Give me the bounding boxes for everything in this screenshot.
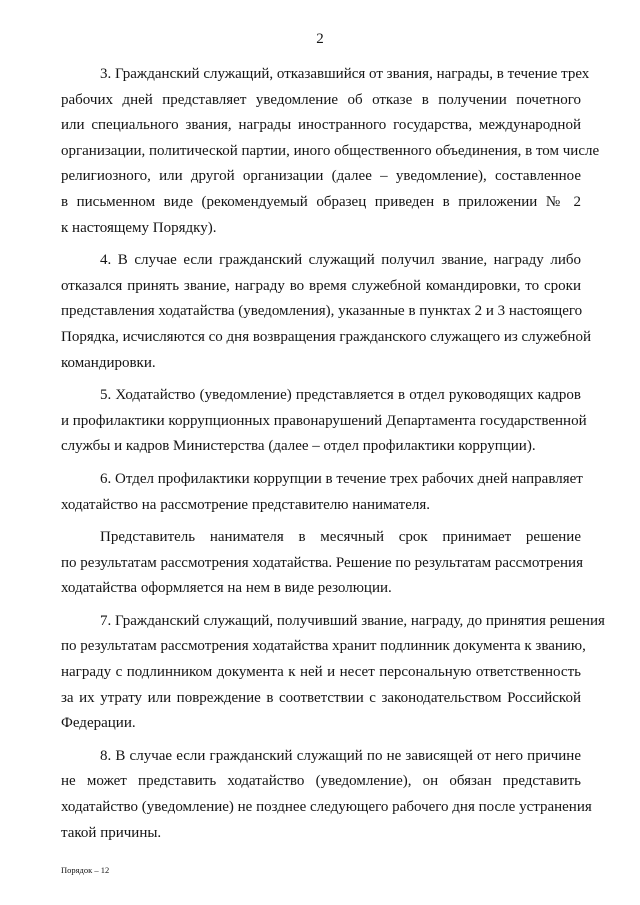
text-line: не может представить ходатайство (уведомление), он обязан представить [61, 773, 581, 790]
paragraph-7 [61, 609, 605, 737]
text-line: командировки. [61, 354, 156, 371]
text-line: Представитель нанимателя в месячный срок принимает решение [100, 529, 581, 546]
text-line: Порядка, исчисляются со дня возвращения гражданского служащего из служебной [61, 328, 591, 345]
text-line: ходатайство на рассмотрение представителю нанимателя. [61, 496, 431, 513]
page-footer: Порядок – 12 [61, 865, 110, 875]
text-line: ходатайства оформляется на нем в виде резолюции. [61, 580, 392, 597]
text-line: религиозного, или другой организации (далее – уведомление), составленное [61, 168, 581, 185]
paragraph-6 [61, 467, 581, 518]
text-line: за их утрату или повреждение в соответствии с законодательством Российской [61, 689, 581, 706]
paragraph-5 [61, 383, 587, 460]
document-body [61, 62, 605, 853]
text-line: организации, политической партии, иного общественного объединения, в том числе [61, 142, 600, 159]
text-line: такой причины. [61, 824, 162, 841]
text-line: службы и кадров Министерства (далее – отдел профилактики коррупции). [61, 438, 536, 455]
text-line: 7. Гражданский служащий, получивший звание, награду, до принятия решения [100, 612, 605, 629]
text-line: в письменном виде (рекомендуемый образец приведен в приложении № 2 [61, 193, 581, 210]
text-line: к настоящему Порядку). [61, 219, 217, 236]
text-line: по результатам рассмотрения ходатайства хранит подлинник документа к званию, [61, 638, 586, 655]
text-line: представления ходатайства (уведомления), указанные в пунктах 2 и 3 настоящего [61, 303, 583, 320]
text-line: по результатам рассмотрения ходатайства. Решение по результатам рассмотрения [61, 554, 583, 571]
text-line: 3. Гражданский служащий, отказавшийся от звания, награды, в течение трех [100, 66, 590, 82]
text-line: рабочих дней представляет уведомление об отказе в получении почетного [61, 91, 581, 108]
text-line: 5. Ходатайство (уведомление) представляется в отдел руководящих кадров [100, 387, 581, 404]
text-line: награду с подлинником документа к ней и несет персональную ответственность [61, 664, 581, 681]
text-line: 4. В случае если гражданский служащий получил звание, награду либо [100, 252, 581, 269]
text-line: 6. Отдел профилактики коррупции в течение трех рабочих дней направляет [100, 470, 583, 487]
paragraph-4 [61, 248, 591, 376]
text-line: или специального звания, награды иностранного государства, международной [61, 117, 581, 134]
text-line: Федерации. [61, 715, 136, 732]
text-line: 8. В случае если гражданский служащий по не зависящей от него причине [100, 747, 581, 764]
text-line: отказался принять звание, награду во время служебной командировки, то сроки [61, 277, 581, 294]
text-line: и профилактики коррупционных правонарушений Департамента государственной [61, 412, 587, 429]
page-number: 2 [316, 31, 324, 47]
paragraph-3 [61, 62, 600, 241]
text-line: ходатайство (уведомление) не позднее следующего рабочего дня после устранения [61, 799, 592, 816]
paragraph-8 [61, 744, 592, 846]
paragraph-6-continued [61, 525, 581, 602]
